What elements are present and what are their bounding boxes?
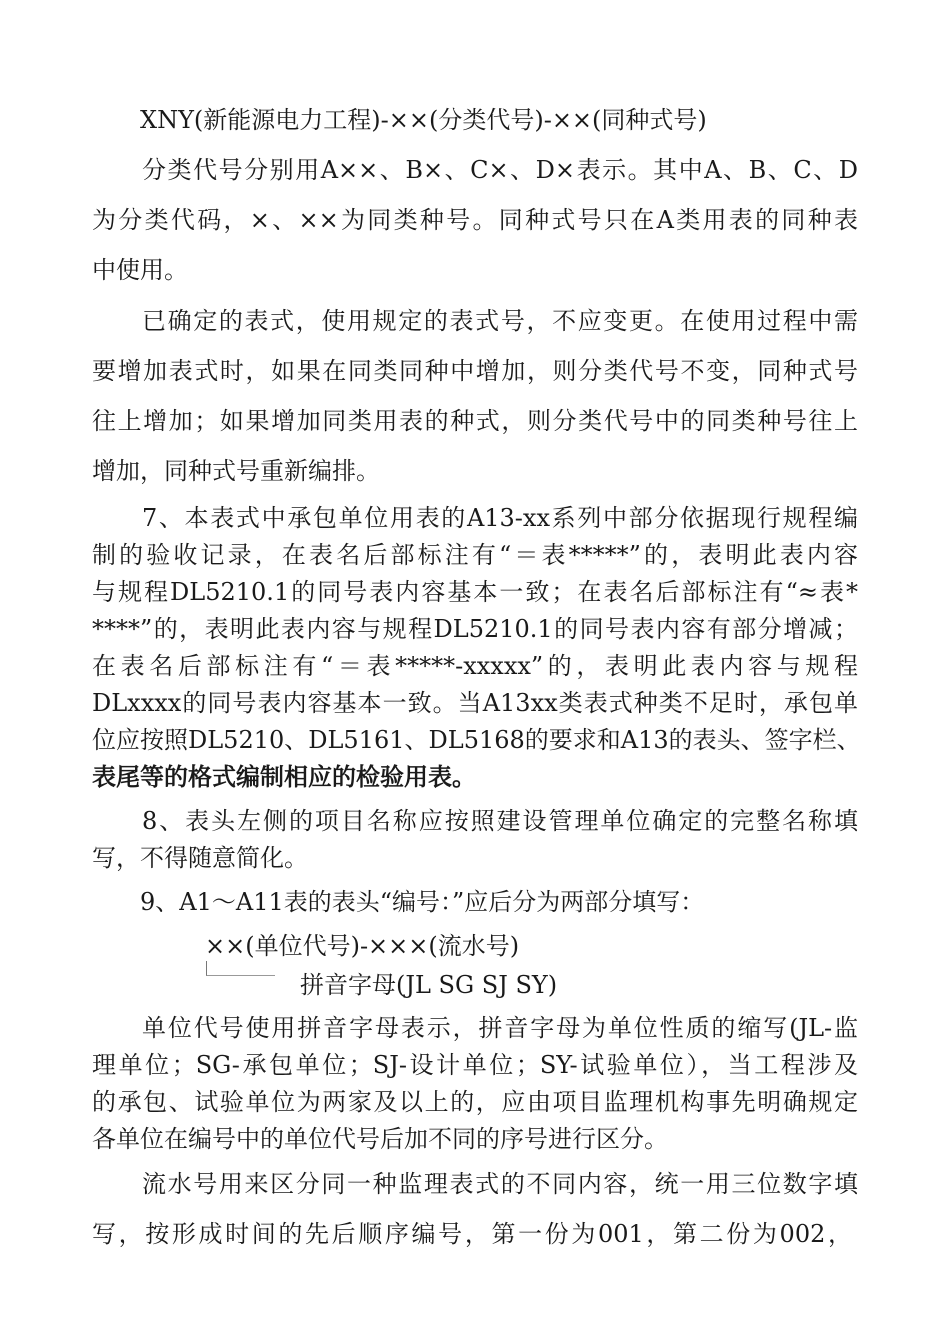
paragraph-line: 位应按照DL5210、DL5161、DL5168的要求和A13的表头、签字栏、 — [92, 726, 861, 754]
paragraph-line: 中使用。 — [92, 256, 188, 284]
paragraph-line: 理单位；SG-承包单位；SJ-设计单位；SY-试验单位），当工程涉及 — [92, 1051, 858, 1079]
paragraph-line: 写，按形成时间的先后顺序编号，第一份为001，第二份为002， — [92, 1220, 852, 1248]
paragraph-line: 表尾等的格式编制相应的检验用表。 — [92, 762, 476, 791]
paragraph-line: 单位代号使用拼音字母表示，拼音字母为单位性质的缩写(JL-监 — [142, 1014, 858, 1042]
paragraph-line: 制的验收记录，在表名后部标注有“＝表*****”的，表明此表内容 — [92, 541, 858, 569]
paragraph-line: 与规程DL5210.1的同号表内容基本一致；在表名后部标注有“≈表* — [92, 578, 858, 606]
code-format-line: XNY(新能源电力工程)-××(分类代号)-××(同种式号) — [140, 106, 707, 134]
numbering-format: ××(单位代号)-×××(流水号) — [205, 932, 520, 960]
pinyin-letters-note: 拼音字母(JL SG SJ SY) — [300, 971, 558, 999]
paragraph-line: 流水号用来区分同一种监理表式的不同内容，统一用三位数字填 — [142, 1170, 858, 1198]
item-8-line: 8、表头左侧的项目名称应按照建设管理单位确定的完整名称填 — [142, 807, 858, 835]
paragraph-line: 分类代号分别用A××、B×、C×、D×表示。其中A、B、C、D — [142, 156, 858, 184]
paragraph-line: 写，不得随意简化。 — [92, 844, 308, 872]
paragraph-line: 的承包、试验单位为两家及以上的，应由项目监理机构事先明确规定 — [92, 1088, 858, 1116]
paragraph-line: ****”的，表明此表内容与规程DL5210.1的同号表内容有部分增减； — [92, 615, 858, 643]
paragraph-line: 增加，同种式号重新编排。 — [92, 457, 380, 485]
paragraph-line: 在表名后部标注有“＝表*****-xxxxx”的，表明此表内容与规程 — [92, 652, 858, 680]
paragraph-line: 为分类代码，×、××为同类种号。同种式号只在A类用表的同种表 — [92, 206, 858, 234]
item-9-line: 9、A1～A11表的表头“编号：”应后分为两部分填写： — [140, 888, 705, 916]
paragraph-line: 各单位在编号中的单位代号后加不同的序号进行区分。 — [92, 1125, 668, 1153]
paragraph-line: 已确定的表式，使用规定的表式号，不应变更。在使用过程中需 — [142, 307, 858, 335]
paragraph-line: 要增加表式时，如果在同类同种中增加，则分类代号不变，同种式号 — [92, 357, 858, 385]
item-7-line: 7、本表式中承包单位用表的A13-xx系列中部分依据现行规程编 — [142, 504, 858, 532]
paragraph-line: DLxxxx的同号表内容基本一致。当A13xx类表式种类不足时，承包单 — [92, 689, 858, 717]
bracket-connector — [206, 961, 275, 976]
paragraph-line: 往上增加；如果增加同类用表的种式，则分类代号中的同类种号往上 — [92, 407, 858, 435]
